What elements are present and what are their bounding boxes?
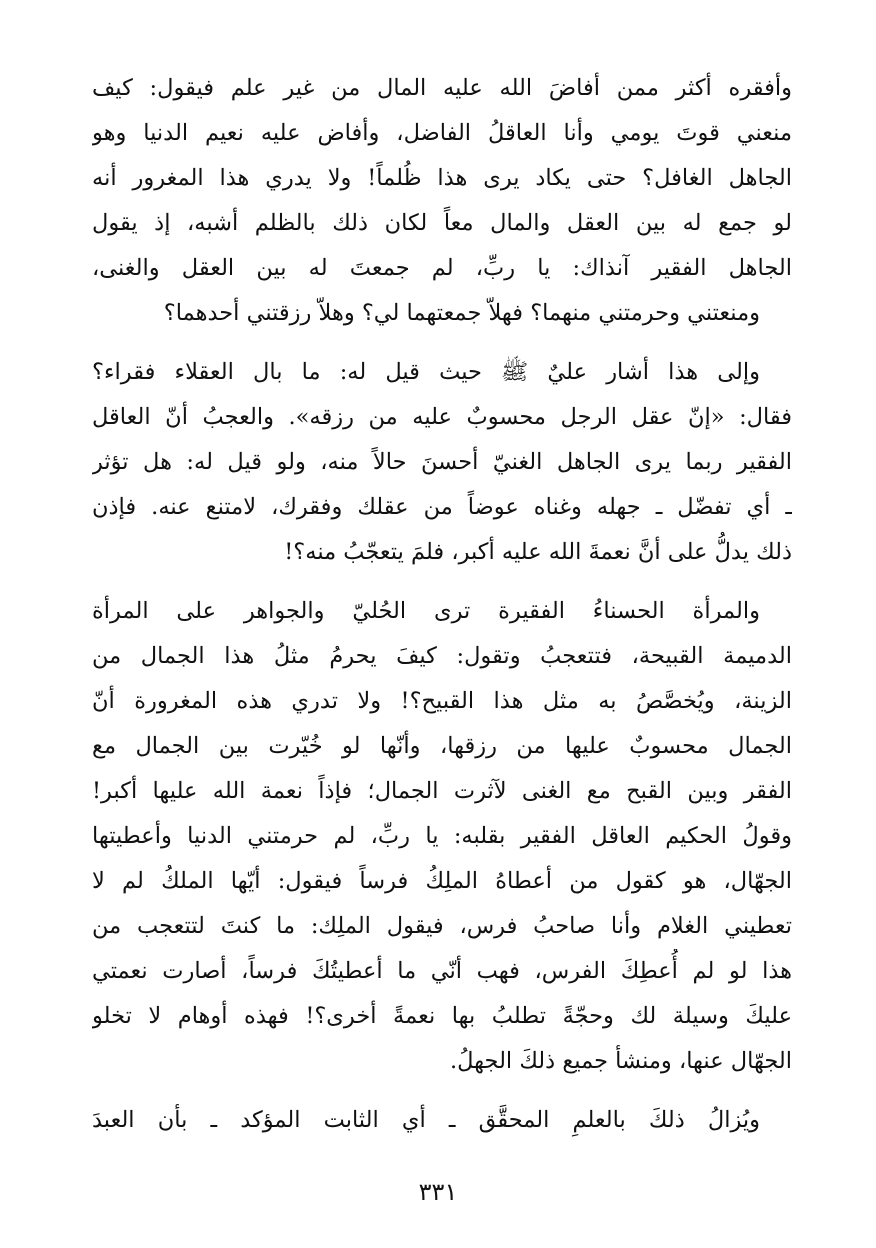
text-line: تعطيني الغلام وأنا صاحبُ فرس، فيقول الملِك: ما كنتَ لتتعجب من xyxy=(92,913,792,939)
text-line: فقال: «إنّ عقل الرجل محسوبٌ عليه من رزقه». والعجبُ أنّ العاقل xyxy=(92,404,792,430)
paragraph-gap xyxy=(92,336,792,350)
paragraph-2 xyxy=(92,350,792,575)
text-line: الفقر وبين القبح مع الغنى لآثرت الجمال؛ فإذاً نعمة الله عليها أكبر! xyxy=(92,778,792,804)
text-line: الزينة، ويُخصَّصُ به مثل هذا القبيح؟! ولا تدري هذه المغرورة أنّ xyxy=(92,688,792,714)
page-body xyxy=(92,66,792,1143)
text-line: منعني قوتَ يومي وأنا العاقلُ الفاضل، وأفاض عليه نعيم الدنيا وهو xyxy=(92,120,792,146)
text-line: الجهّال عنها، ومنشأ جميع ذلكَ الجهلُ. xyxy=(449,1048,792,1074)
text-line: وقولُ الحكيم العاقل الفقير بقلبه: يا ربِّ، لم حرمتني الدنيا وأعطيتها xyxy=(92,823,792,849)
text-line: لو جمع له بين العقل والمال معاً لكان ذلك بالظلم أشبه، إذ يقول xyxy=(92,210,792,236)
text-line: الجاهل الفقير آنذاك: يا ربِّ، لم جمعتَ له بين العقل والغنى، xyxy=(92,255,792,281)
text-line: الجهّال، هو كقول من أعطاهُ الملِكُ فرساً فيقول: أيّها الملكُ لم لا xyxy=(92,868,792,894)
text-line: هذا لو لم أُعطِكَ الفرس، فهب أنّي ما أعطيتُكَ فرساً، أصارت نعمتي xyxy=(92,958,792,984)
page-number: ٣٣١ xyxy=(418,1178,458,1206)
paragraph-gap xyxy=(92,575,792,589)
text-line: والمرأة الحسناءُ الفقيرة ترى الحُليّ والجواهر على المرأة xyxy=(92,598,760,624)
text-line: وإلى هذا أشار عليٌ ﷺ حيث قيل له: ما بال العقلاء فقراء؟ xyxy=(92,359,760,385)
text-line: ذلك يدلُّ على أنَّ نعمةَ الله عليه أكبر، فلمَ يتعجّبُ منه؟! xyxy=(284,539,792,565)
paragraph-4 xyxy=(92,1098,792,1143)
text-line: ومنعتني وحرمتني منهما؟ فهلاّ جمعتهما لي؟ وهلاّ رزقتني أحدهما؟ xyxy=(163,300,760,326)
text-line: ـ أي تفضّل ـ جهله وغناه عوضاً من عقلك وفقرك، لامتنع عنه. فإذن xyxy=(92,494,792,520)
paragraph-gap xyxy=(92,1084,792,1098)
text-line: الجمال محسوبٌ عليها من رزقها، وأنّها لو خُيّرت بين الجمال مع xyxy=(92,733,792,759)
paragraph-1 xyxy=(92,66,792,336)
text-line: الجاهل الغافل؟ حتى يكاد يرى هذا ظُلماً! ولا يدري هذا المغرور أنه xyxy=(92,165,792,191)
text-line: ويُزالُ ذلكَ بالعلمِ المحقَّق ـ أي الثابت المؤكد ـ بأن العبدَ xyxy=(92,1107,760,1133)
text-line: الفقير ربما يرى الجاهل الغنيّ أحسنَ حالاً منه، ولو قيل له: هل تؤثر xyxy=(92,449,792,475)
paragraph-3 xyxy=(92,589,792,1084)
text-line: وأفقره أكثر ممن أفاضَ الله عليه المال من غير علم فيقول: كيف xyxy=(92,75,792,101)
text-line: الدميمة القبيحة، فتتعجبُ وتقول: كيفَ يحرمُ مثلُ هذا الجمال من xyxy=(92,643,792,669)
text-line: عليكَ وسيلة لك وحجّةً تطلبُ بها نعمةً أخرى؟! فهذه أوهام لا تخلو xyxy=(92,1003,792,1029)
